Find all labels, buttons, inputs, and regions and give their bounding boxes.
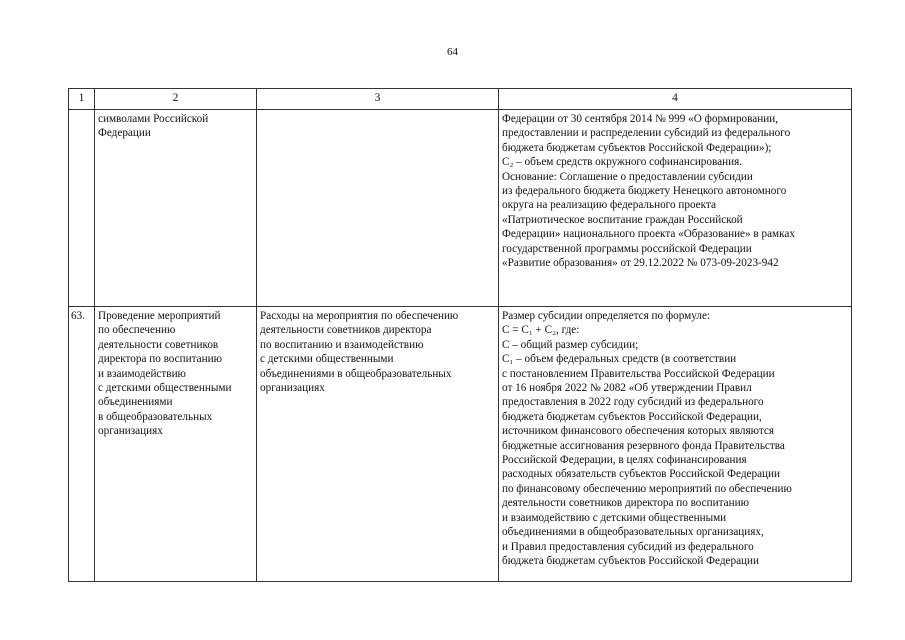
text-line: объединениями — [98, 396, 173, 409]
text-line: по финансовому обеспечению мероприятий по обеспечению — [502, 482, 792, 495]
text-line: предоставления в 2022 году субсидий из федерального — [502, 396, 764, 409]
text-line: деятельности советников директора — [260, 324, 432, 337]
row-number: 63. — [69, 307, 95, 582]
event-name-cell — [95, 307, 257, 582]
expense-name-cell — [257, 307, 499, 582]
text-line: с детскими общественными — [98, 382, 232, 395]
text-line: в общеобразовательных — [98, 410, 213, 423]
text-line: Размер субсидии определяется по формуле: — [502, 310, 711, 322]
text-line: округа на реализацию федерального проекта — [502, 199, 716, 212]
text-line: организациях — [260, 382, 325, 395]
text-line: Проведение мероприятий — [98, 310, 221, 322]
text-line: Расходы на мероприятия по обеспечению — [260, 310, 459, 322]
row-number — [69, 110, 95, 307]
calculation-method-cell — [499, 110, 852, 307]
text-line: Основание: Соглашение о предоставлении субсидии — [502, 170, 753, 183]
header-col-1: 1 — [69, 89, 95, 110]
text-line: по воспитанию и взаимодействию — [260, 338, 424, 351]
text-line: и Правил предоставления субсидий из федерального — [502, 540, 754, 553]
header-col-4: 4 — [499, 89, 852, 110]
text-line: источником финансового обеспечения которых являются — [502, 425, 774, 438]
text-line: государственной программы российской Федерации — [502, 242, 752, 255]
table-row — [69, 110, 852, 307]
text-line: Федерации — [98, 127, 151, 140]
text-line: и взаимодействию — [98, 367, 186, 380]
text-line: объединениями в общеобразовательных — [260, 367, 452, 380]
text-line: с постановлением Правительства Российской Федерации — [502, 367, 775, 380]
text-line: С – общий размер субсидии; — [502, 338, 639, 351]
text-line: символами Российской — [98, 113, 209, 125]
text-line: и взаимодействию с детскими общественными — [502, 511, 727, 524]
text-line: С = С₁ + С₂, где: — [502, 324, 580, 337]
text-line: бюджетные ассигнования резервного фонда Правительства — [502, 439, 785, 452]
text-line: деятельности советников директора по воспитанию — [502, 497, 749, 510]
text-line: из федерального бюджета бюджету Ненецкого автономного — [502, 185, 787, 198]
text-line: директора по воспитанию — [98, 353, 222, 366]
text-line: деятельности советников — [98, 338, 219, 351]
text-line: предоставлении и распределении субсидий из федерального — [502, 127, 791, 140]
header-col-3: 3 — [257, 89, 499, 110]
text-line: С₂ – объем средств окружного софинансирования. — [502, 156, 743, 169]
text-line: объединениями в общеобразовательных организациях, — [502, 526, 764, 539]
event-name-cell — [95, 110, 257, 307]
text-line: бюджета бюджетам субъектов Российской Федерации»); — [502, 141, 772, 154]
calculation-method-cell — [499, 307, 852, 582]
text-line: Федерации» национального проекта «Образование» в рамках — [502, 228, 795, 241]
text-line: бюджета бюджетам субъектов Российской Федерации, — [502, 410, 762, 423]
text-line: «Патриотическое воспитание граждан Российской — [502, 213, 743, 226]
text-line: расходных обязательств субъектов Российской Федерации — [502, 468, 781, 481]
text-line: «Развитие образования» от 29.12.2022 № 073-09-2023-942 — [502, 257, 779, 270]
text-line: бюджета бюджетам субъектов Российской Федерации — [502, 554, 759, 567]
text-line: Российской Федерации, в целях софинансирования — [502, 454, 747, 467]
subsidy-table — [68, 88, 852, 582]
expense-name-cell — [257, 110, 499, 307]
table-row — [69, 307, 852, 582]
text-line: по обеспечению — [98, 324, 176, 337]
table-header-row — [69, 89, 852, 110]
page-number: 64 — [447, 46, 458, 58]
text-line: организациях — [98, 425, 163, 438]
text-line: С₁ – объем федеральных средств (в соответствии — [502, 353, 737, 366]
header-col-2: 2 — [95, 89, 257, 110]
text-line: Федерации от 30 сентября 2014 № 999 «О формировании, — [502, 113, 778, 125]
text-line: с детскими общественными — [260, 353, 394, 366]
text-line: от 16 ноября 2022 № 2082 «Об утверждении Правил — [502, 382, 752, 395]
